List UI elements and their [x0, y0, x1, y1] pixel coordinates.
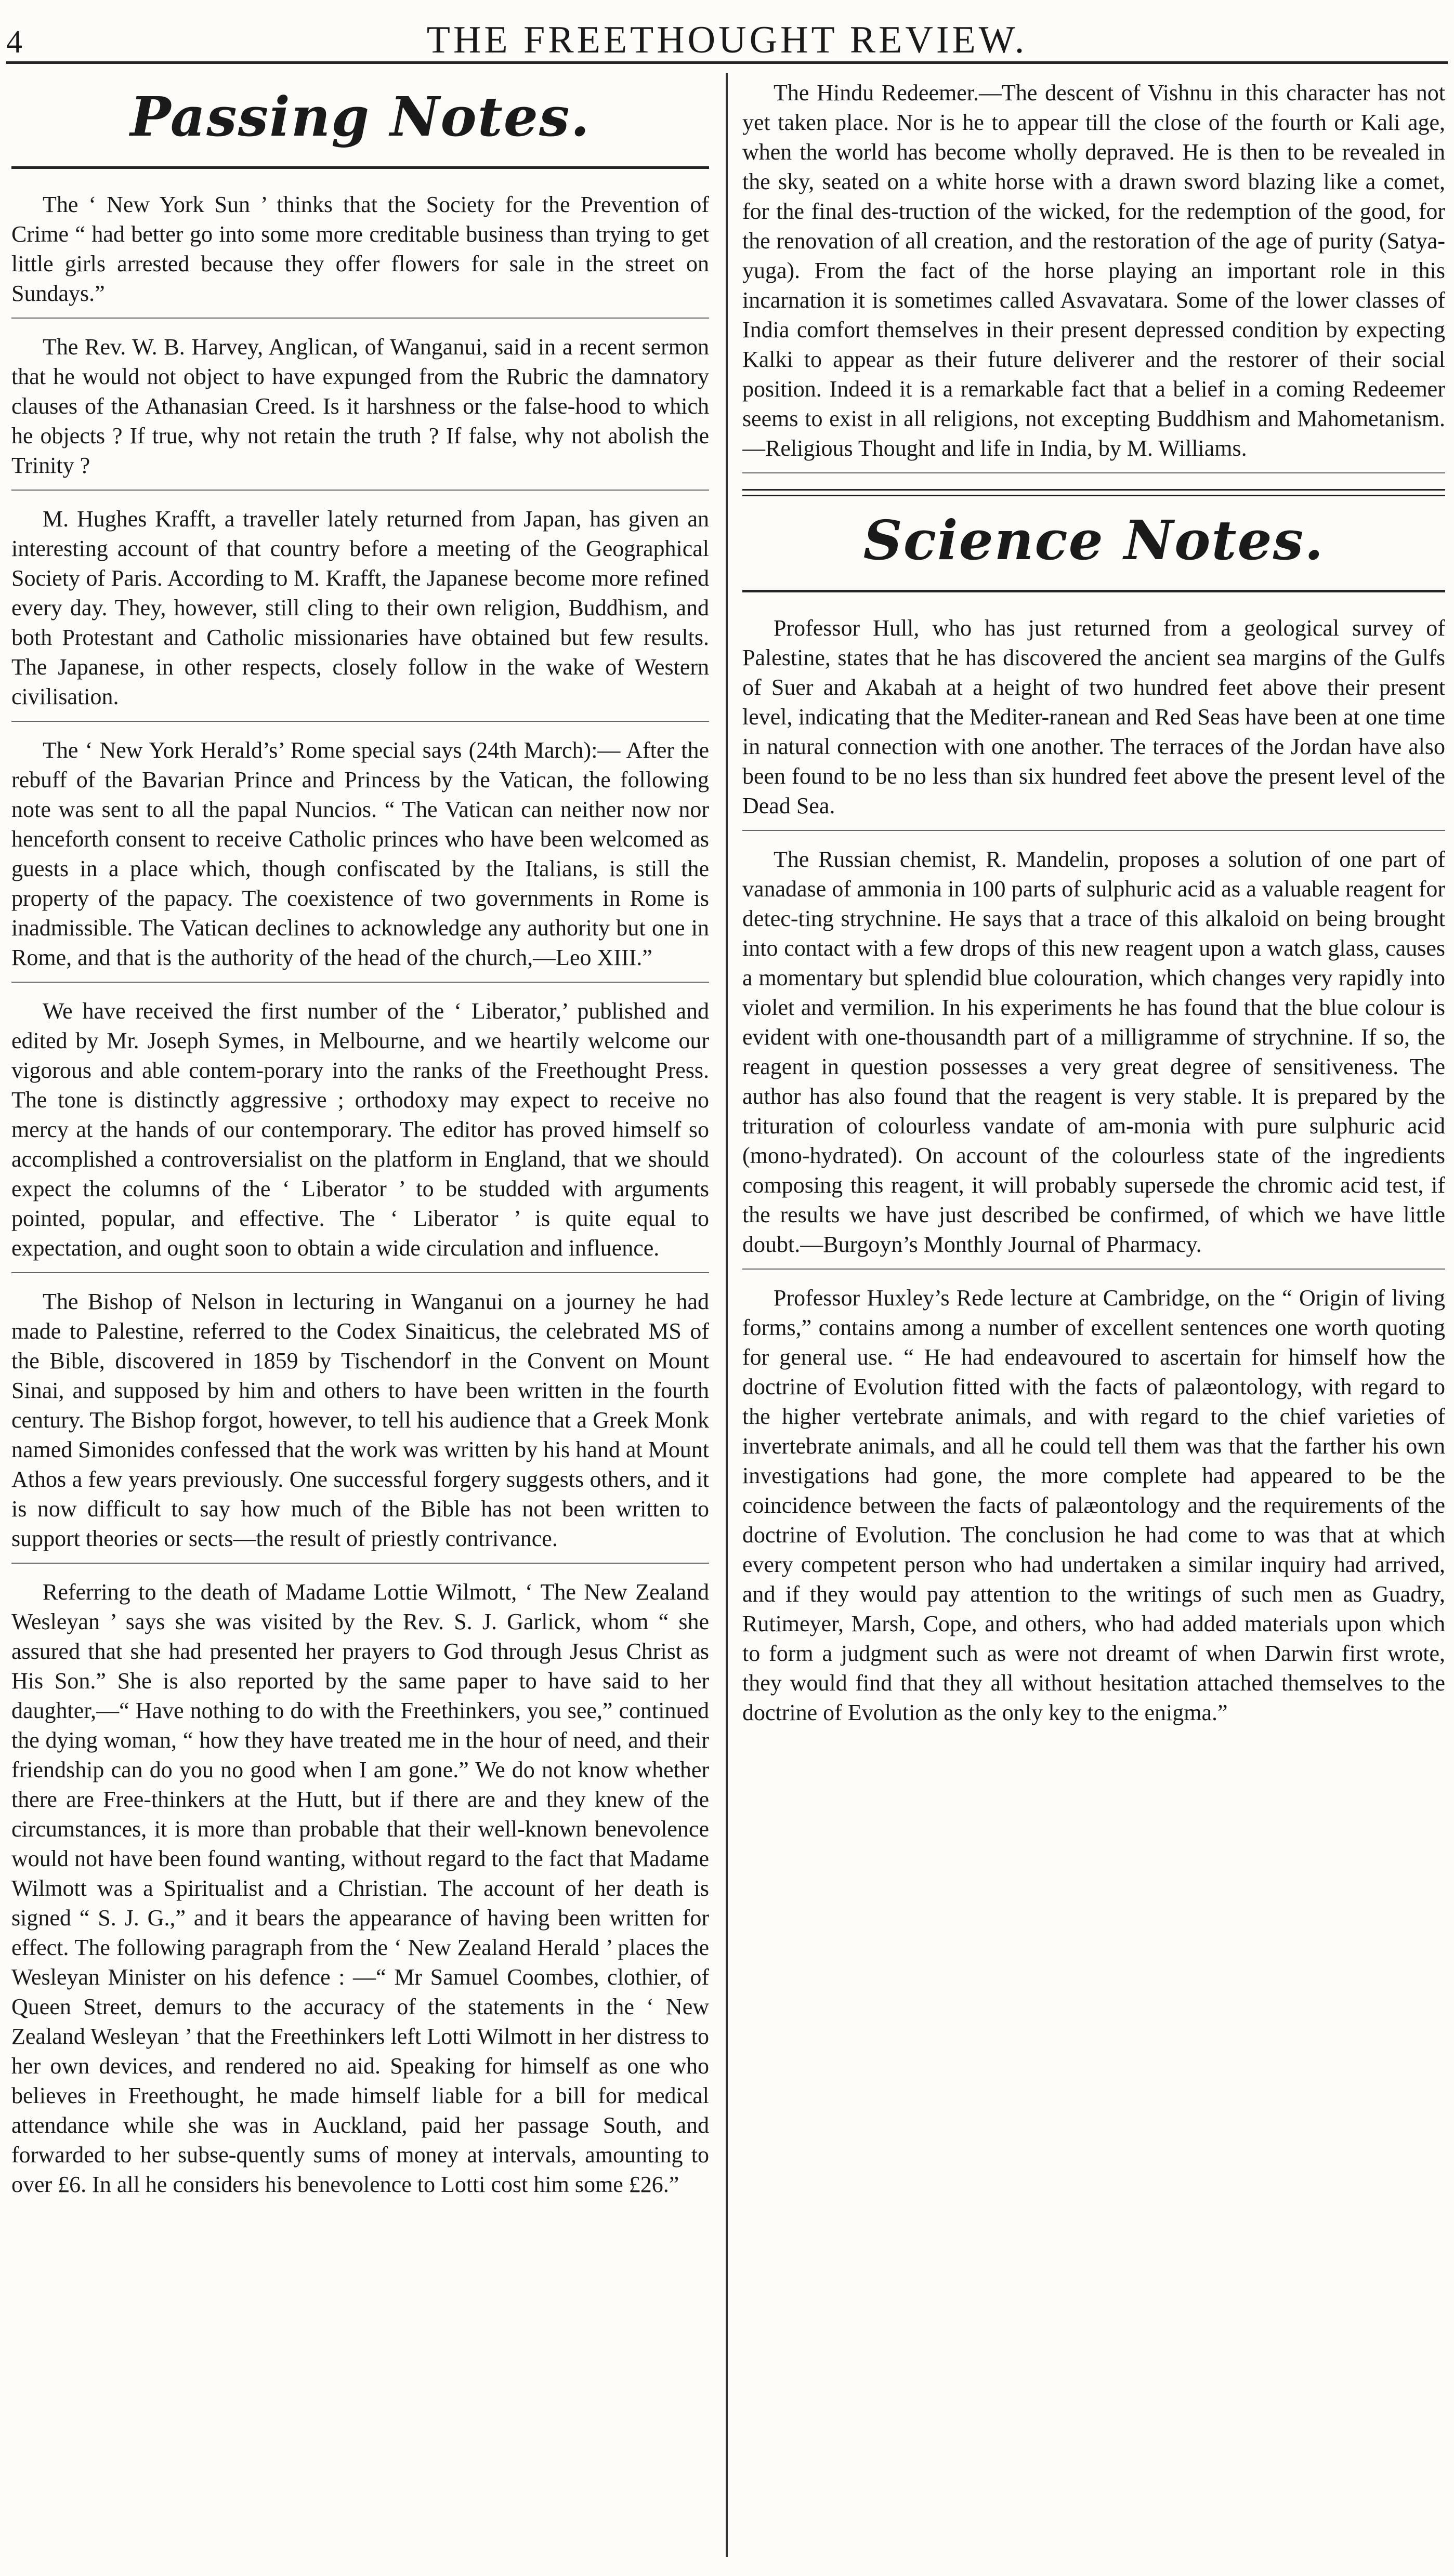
- article-paragraph: Professor Hull, who has just returned from a geological survey of Palestine, states that he has discovered the ancient sea margins of the Gulfs of Suer and Akabah at a height of two hundred feet above their present level, indicating that the Mediter-ranean and Red Seas have been at one time in natural connection with one another. The terraces of the Jordan have also been found to be no less than six hundred feet above the present level of the Dead Sea.: [742, 613, 1445, 831]
- article-paragraph: The ‘ New York Sun ’ thinks that the Society for the Prevention of Crime “ had better go into some more creditable business than trying to get little girls arrested because they offer flowers for sale in the street on Sundays.”: [11, 190, 709, 319]
- science-notes-title: Science Notes.: [863, 508, 1325, 572]
- article-paragraph: The Hindu Redeemer.—The descent of Vishnu in this character has not yet taken place. Nor is he to appear till the close of the fourth or Kali age, when the world has become wholly depraved. He is then to be revealed in the sky, seated on a white horse with a drawn sword blazing like a comet, for the final des-truction of the wicked, for the redemption of the good, for the renovation of all creation, and the restoration of the age of purity (Satya-yuga). From the fact of the horse playing an important role in this incarnation it is sometimes called Asvavatara. Some of the lower classes of India comfort themselves in their present depressed condition by expecting Kalki to appear as their future deliverer and the restorer of their social position. Indeed it is a remarkable fact that a belief in a coming Redeemer seems to exist in all religions, not excepting Buddhism and Mahometanism.—Religious Thought and life in India, by M. Williams.: [742, 78, 1445, 473]
- article-paragraph: Professor Huxley’s Rede lecture at Cambridge, on the “ Origin of living forms,” contains among a number of excellent sentences one worth quoting for general use. “ He had endeavoured to ascertain for himself how the doctrine of Evolution fitted with the facts of palæontology, with regard to the higher vertebrate animals, and with regard to the chief varieties of invertebrate animals, and all he could tell them was that the farther his own investigations had gone, the more complete had appeared to be the coincidence between the facts of palæontology and the requirements of the doctrine of Evolution. The conclusion he had come to was that at which every competent person who had undertaken a similar inquiry had arrived, and if they would pay attention to the writings of such men as Guadry, Rutimeyer, Marsh, Cope, and others, who had added materials upon which to form a judgment such as were not dreamt of when Darwin first wrote, they would find that they all without hesitation attached themselves to the doctrine of Evolution as the only key to the enigma.”: [742, 1285, 1445, 1725]
- article-paragraph: The Russian chemist, R. Mandelin, proposes a solution of one part of vanadase of ammonia in 100 parts of sulphuric acid as a valuable reagent for detec-ting strychnine. He says that a trace of this alkaloid on being brought into contact with a few drops of this new reagent upon a watch glass, causes a momentary but splendid blue colouration, which changes very rapidly into violet and vermilion. In his experiments he has found that the blue colour is evident with one-thousandth part of a milligramme of strychnine. If so, the reagent in question possesses a very great degree of sensitiveness. The author has also found that the reagent is very stable. It is prepared by the trituration of colourless vandate of am-monia with pure sulphuric acid (mono-hydrated). On account of the colourless state of the ingredients composing this reagent, it will probably supersede the chromic acid test, if the results we have just described be confirmed, of which we have little doubt.—Burgoyn’s Monthly Journal of Pharmacy.: [742, 844, 1445, 1270]
- article-paragraph: The Bishop of Nelson in lecturing in Wanganui on a journey he had made to Palestine, referred to the Codex Sinaiticus, the celebrated MS of the Bible, discovered in 1859 by Tischendorf in the Convent on Mount Sinai, and supposed by him and others to have been written in the fourth century. The Bishop forgot, however, to tell his audience that a Greek Monk named Simonides confessed that the work was written by his hand at Mount Athos a few years previously. One successful forgery suggests others, and it is now difficult to say how much of the Bible has not been written to support theories or sects—the result of priestly contrivance.: [11, 1287, 709, 1564]
- right-column: [742, 78, 1445, 2567]
- header-rule: [6, 61, 1448, 64]
- running-title: THE FREETHOUGHT REVIEW.: [426, 19, 1028, 61]
- science-notes-title-rule: [742, 590, 1445, 592]
- article-paragraph: M. Hughes Krafft, a traveller lately returned from Japan, has given an interesting account of that country before a meeting of the Geographical Society of Paris. According to M. Krafft, the Japanese become more refined every day. They, however, still cling to their own religion, Buddhism, and both Protestant and Catholic missionaries have obtained but few results. The Japanese, in other respects, closely follow in the wake of Western civilisation.: [11, 504, 709, 722]
- article-paragraph: The Rev. W. B. Harvey, Anglican, of Wanganui, said in a recent sermon that he would not object to have expunged from the Rubric the damnatory clauses of the Athanasian Creed. Is it harshness or the false-hood to which he objects ? If true, why not retain the truth ? If false, why not abolish the Trinity ?: [11, 332, 709, 491]
- passing-notes-title-rule: [11, 166, 709, 169]
- left-column: [11, 78, 709, 2567]
- passing-notes-title: Passing Notes.: [130, 85, 591, 149]
- article-paragraph: Referring to the death of Madame Lottie Wilmott, ‘ The New Zealand Wesleyan ’ says she was visited by the Rev. S. J. Garlick, whom “ she assured that she had presented her prayers to God through Jesus Christ as His Son.” She is also reported by the same paper to have said to her daughter,—“ Have nothing to do with the Freethinkers, you see,” continued the dying woman, “ how they have treated me in the hour of need, and their friendship can do you no good when I am gone.” We do not know whether there are Free-thinkers at the Hutt, but if there are and they knew of the circumstances, it is more than probable that their well-known benevolence would not have been found wanting, without regard to the fact that Madame Wilmott was a Spiritualist and a Christian. The account of her death is signed “ S. J. G.,” and it bears the appearance of having been written for effect. The following paragraph from the ‘ New Zealand Herald ’ places the Wesleyan Minister on his defence : —“ Mr Samuel Coombes, clothier, of Queen Street, demurs to the accuracy of the statements in the ‘ New Zealand Wesleyan ’ that the Freethinkers left Lotti Wilmott in her distress to her own devices, and rendered no aid. Speaking for himself as one who believes in Freethought, he made himself liable for a bill for medical attendance while she was in Auckland, paid her passage South, and forwarded to her subse-quently sums of money at intervals, amounting to over £6. In all he considers his benevolence to Lotti cost him some £26.”: [11, 1579, 709, 2197]
- science-notes-rule: [742, 489, 1445, 496]
- article-paragraph: The ‘ New York Herald’s’ Rome special says (24th March):— After the rebuff of the Bavarian Prince and Princess by the Vatican, the following note was sent to all the papal Nuncios. “ The Vatican can neither now nor henceforth consent to receive Catholic princes who have been welcomed as guests in a place which, though confiscated by the Italians, is still the property of the papacy. The coexistence of two governments in Rome is inadmissible. The Vatican declines to acknowledge any authority but one in Rome, and that is the authority of the head of the church,—Leo XIII.”: [11, 735, 709, 983]
- article-paragraph: We have received the first number of the ‘ Liberator,’ published and edited by Mr. Joseph Symes, in Melbourne, and we heartily welcome our vigorous and able contem-porary into the ranks of the Freethought Press. The tone is distinctly aggressive ; orthodoxy may expect to receive no mercy at the hands of our contemporary. The editor has proved himself so accomplished a controversialist on the platform in England, that we should expect the columns of the ‘ Liberator ’ to be studded with arguments pointed, popular, and effective. The ‘ Liberator ’ is quite equal to expectation, and ought soon to obtain a wide circulation and influence.: [11, 996, 709, 1273]
- page-header: [0, 21, 1454, 68]
- column-divider: [726, 73, 728, 2557]
- page-number: 4: [6, 24, 22, 60]
